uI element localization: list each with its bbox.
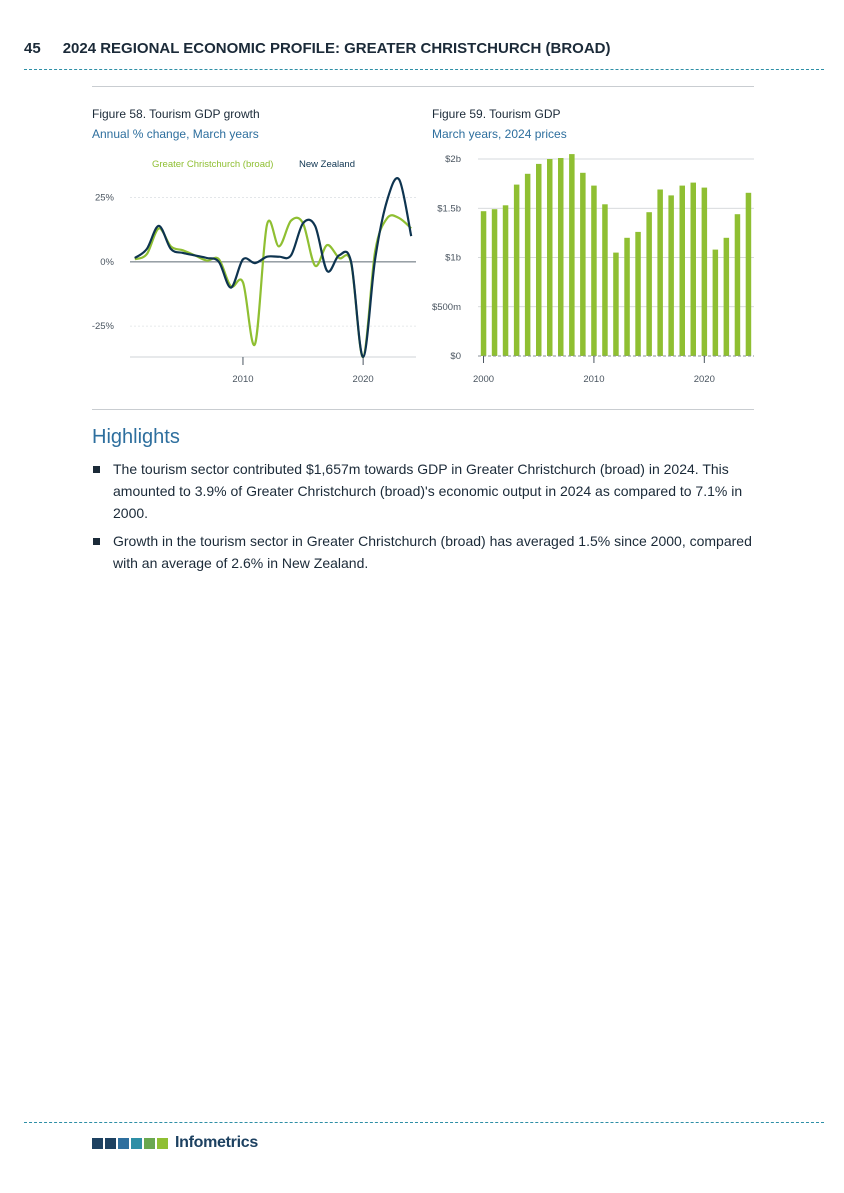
- logo-square: [131, 1138, 142, 1149]
- series-line: [135, 215, 411, 357]
- bar: [657, 190, 663, 357]
- bar: [547, 159, 553, 356]
- bar: [602, 204, 608, 356]
- figure58-title: Figure 58. Tourism GDP growth: [92, 107, 260, 121]
- series-line: [135, 178, 411, 357]
- bar: [635, 232, 641, 356]
- bar: [558, 158, 564, 356]
- x-tick-label: 2000: [472, 374, 495, 385]
- bar: [514, 185, 520, 356]
- tourism-gdp-chart: [420, 145, 760, 395]
- logo-wordmark: Infometrics: [175, 1134, 258, 1151]
- highlight-item: The tourism sector contributed $1,657m towards GDP in Greater Christchurch (broad) in 2024. This amounted to 3.9% of Greater Christchurch (broad)'s economic output in 2024 as compared to 7.1% in 2000.: [92, 458, 754, 524]
- tourism-gdp-growth-chart: [80, 145, 420, 395]
- logo-square: [157, 1138, 168, 1149]
- highlight-item: Growth in the tourism sector in Greater Christchurch (broad) has averaged 1.5% since 2000, compared with an average of 2.6% in New Zealand.: [92, 530, 754, 574]
- y-tick-label: $1b: [445, 252, 461, 264]
- header-divider: [24, 69, 824, 70]
- figure59-subtitle: March years, 2024 prices: [432, 127, 567, 141]
- y-tick-label: $0: [450, 351, 461, 362]
- y-tick-label: $1.5b: [437, 203, 461, 215]
- logo-square: [105, 1138, 116, 1149]
- y-tick-label: 0%: [100, 256, 114, 268]
- y-tick-label: $2b: [445, 154, 461, 165]
- logo-square: [92, 1138, 103, 1149]
- x-tick-label: 2020: [693, 374, 715, 385]
- x-tick-label: 2010: [583, 374, 605, 385]
- bar: [503, 205, 509, 356]
- bar: [481, 211, 487, 356]
- infometrics-logo: [92, 1134, 258, 1152]
- page-number: 45: [24, 40, 41, 57]
- footer-divider: [24, 1122, 824, 1123]
- bar: [580, 173, 586, 356]
- y-tick-label: -25%: [91, 321, 114, 333]
- top-rule: [92, 86, 754, 87]
- bar: [525, 174, 531, 356]
- bar: [735, 214, 741, 356]
- bar: [492, 209, 498, 356]
- x-tick-label: 2020: [352, 374, 374, 385]
- y-tick-label: $500m: [431, 301, 461, 313]
- logo-square: [118, 1138, 129, 1149]
- bar: [713, 250, 719, 356]
- bar: [624, 238, 630, 356]
- x-tick-label: 2010: [232, 374, 254, 385]
- bar: [613, 253, 619, 356]
- charts-bottom-rule: [92, 409, 754, 410]
- highlights-heading: Highlights: [92, 426, 180, 448]
- bar: [646, 212, 652, 356]
- page-header: [24, 40, 611, 57]
- document-title: 2024 REGIONAL ECONOMIC PROFILE: GREATER CHRISTCHURCH (BROAD): [62, 40, 611, 57]
- logo-square: [144, 1138, 155, 1149]
- bar: [680, 186, 686, 356]
- bar: [724, 238, 730, 356]
- y-tick-label: 25%: [94, 192, 114, 204]
- legend-entry: Greater Christchurch (broad): [152, 159, 274, 170]
- bar: [668, 195, 674, 356]
- bar: [746, 193, 752, 356]
- figure59-title: Figure 59. Tourism GDP: [432, 107, 561, 121]
- legend-entry: New Zealand: [299, 159, 355, 170]
- figure58-subtitle: Annual % change, March years: [92, 127, 259, 141]
- highlights-list: [92, 458, 754, 580]
- bar: [536, 164, 542, 356]
- bar: [702, 188, 708, 356]
- bar: [591, 186, 597, 356]
- bar: [691, 183, 697, 356]
- bar: [569, 154, 575, 356]
